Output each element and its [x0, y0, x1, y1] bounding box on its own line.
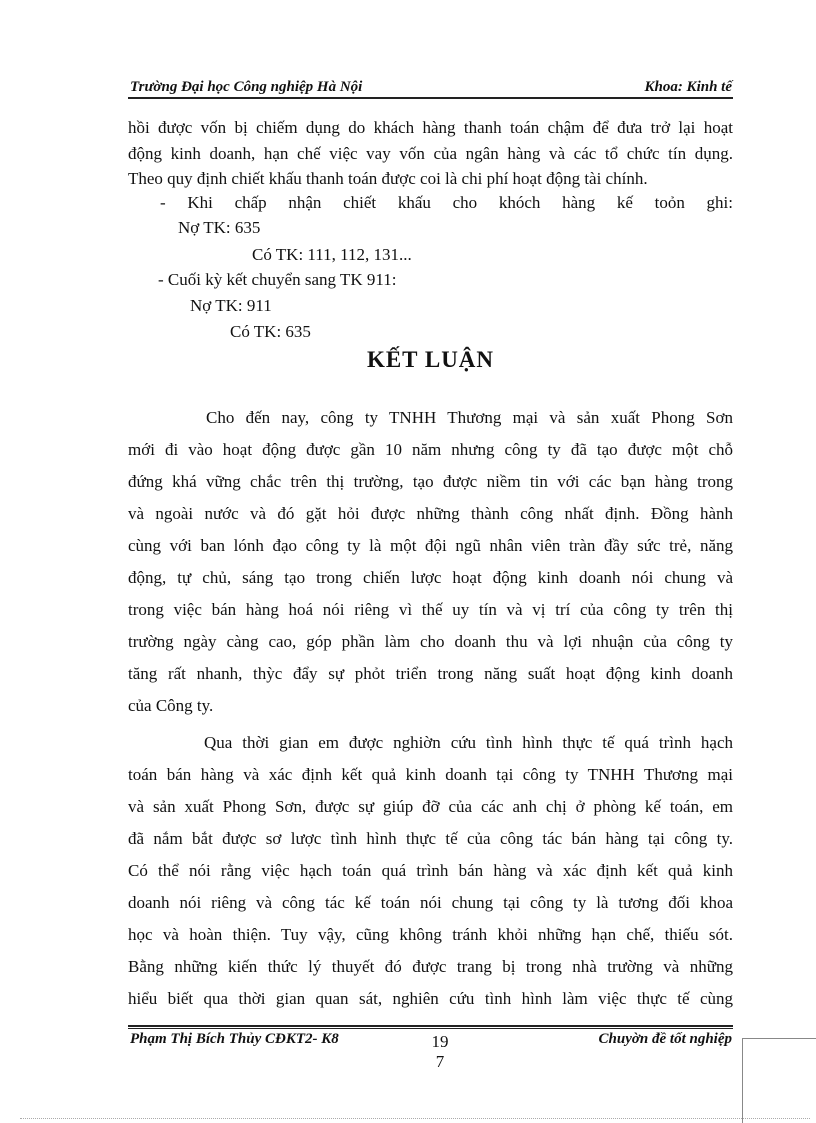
paragraph-1-line: trong việc bán hàng hoá nói riêng vì thế uy tín và vị trí của công ty trên thị: [128, 600, 733, 619]
paragraph-2-line: học và hoàn thiện. Tuy vậy, cũng không tránh khỏi những hạn chế, thiếu sót.: [128, 925, 733, 944]
page-corner-vertical: [742, 1038, 743, 1123]
footer-rule-thin: [128, 1028, 733, 1029]
paragraph-2-line: toán bán hàng và xác định kết quả kinh doanh tại công ty TNHH Thương mại: [128, 765, 733, 784]
paragraph-1-line: tăng rất nhanh, thỳc đẩy sự phỏt triển trong năng suất hoạt động kinh doanh: [128, 664, 733, 683]
paragraph-1-line: trường ngày càng cao, góp phần làm cho doanh thu và lợi nhuận của công ty: [128, 632, 733, 651]
section-title: KẾT LUẬN: [366, 347, 495, 372]
intro-line: Theo quy định chiết khấu thanh toán được coi là chi phí hoạt động tài chính.: [128, 169, 648, 188]
paragraph-2-line: và sản xuất Phong Sơn, được sự giúp đỡ của các anh chị ở phòng kế toán, em: [128, 797, 733, 816]
entry-debit-1: Nợ TK: 635: [178, 218, 261, 237]
page-number: [420, 1032, 460, 1072]
paragraph-2-line: Bằng những kiến thức lý thuyết đó được trang bị trong nhà trường và những: [128, 957, 733, 976]
page-number-top: 19: [431, 1032, 449, 1051]
entry-bullet-1: - Khi chấp nhận chiết khấu cho khóch hàng kế toỏn ghi:: [160, 193, 733, 212]
header-school: Trường Đại học Công nghiệp Hà Nội: [130, 79, 363, 95]
paragraph-1-line: mới đi vào hoạt động được gần 10 năm nhưng công ty đã tạo được một chỗ: [128, 440, 733, 459]
entry-credit-2: Có TK: 635: [230, 322, 311, 341]
paragraph-2-line: Có thể nói rằng việc hạch toán quá trình bán hàng và xác định kết quả kinh: [128, 861, 733, 880]
footer-author: Phạm Thị Bích Thủy CĐKT2- K8: [130, 1031, 339, 1047]
paragraph-1-line: của Công ty.: [128, 696, 214, 715]
intro-line: hồi được vốn bị chiếm dụng do khách hàng thanh toán chậm để đưa trở lại hoạt: [128, 118, 733, 137]
intro-line: động kinh doanh, hạn chế việc vay vốn của ngân hàng và các tổ chức tín dụng.: [128, 144, 733, 163]
header-rule: [128, 97, 733, 99]
page-number-bottom: 7: [435, 1052, 445, 1071]
paragraph-2-line: hiểu biết qua thời gian quan sát, nghiên cứu tình hình làm việc thực tế cùng: [128, 989, 733, 1008]
entry-credit-1: Có TK: 111, 112, 131...: [252, 245, 412, 264]
paragraph-2-line: đã nắm bắt được sơ lược tình hình thực tế của công tác bán hàng tại công ty.: [128, 829, 733, 848]
entry-debit-2: Nợ TK: 911: [190, 296, 272, 315]
paragraph-1-line: đứng khá vững chắc trên thị trường, tạo được niềm tin với các bạn hàng trong: [128, 472, 733, 491]
paragraph-2-line: Qua thời gian em được nghiờn cứu tình hình thực tế quá trình hạch: [204, 733, 733, 752]
paragraph-1-line: và ngoài nước và đó gặt hỏi được những thành công nhất định. Đồng hành: [128, 504, 733, 523]
paragraph-1-line: động, tự chủ, sáng tạo trong chiến lược hoạt động kinh doanh nói chung và: [128, 568, 733, 587]
footer-rule: [128, 1025, 733, 1027]
page-corner-horizontal: [742, 1038, 816, 1039]
paragraph-2-line: doanh nói riêng và công tác kế toán nói chung tại công ty là tương đối khoa: [128, 893, 733, 912]
paragraph-1-line: cùng với ban lónh đạo công ty là một đội ngũ nhân viên tràn đầy sức trẻ, năng: [128, 536, 733, 555]
entry-bullet-2: - Cuối kỳ kết chuyển sang TK 911:: [158, 270, 397, 289]
paragraph-1-line: Cho đến nay, công ty TNHH Thương mại và sản xuất Phong Sơn: [206, 408, 733, 427]
page-bottom-dotted-edge: [20, 1118, 810, 1119]
footer-document-type: Chuyờn đề tốt nghiệp: [598, 1031, 732, 1047]
header-faculty: Khoa: Kinh tế: [644, 79, 732, 95]
